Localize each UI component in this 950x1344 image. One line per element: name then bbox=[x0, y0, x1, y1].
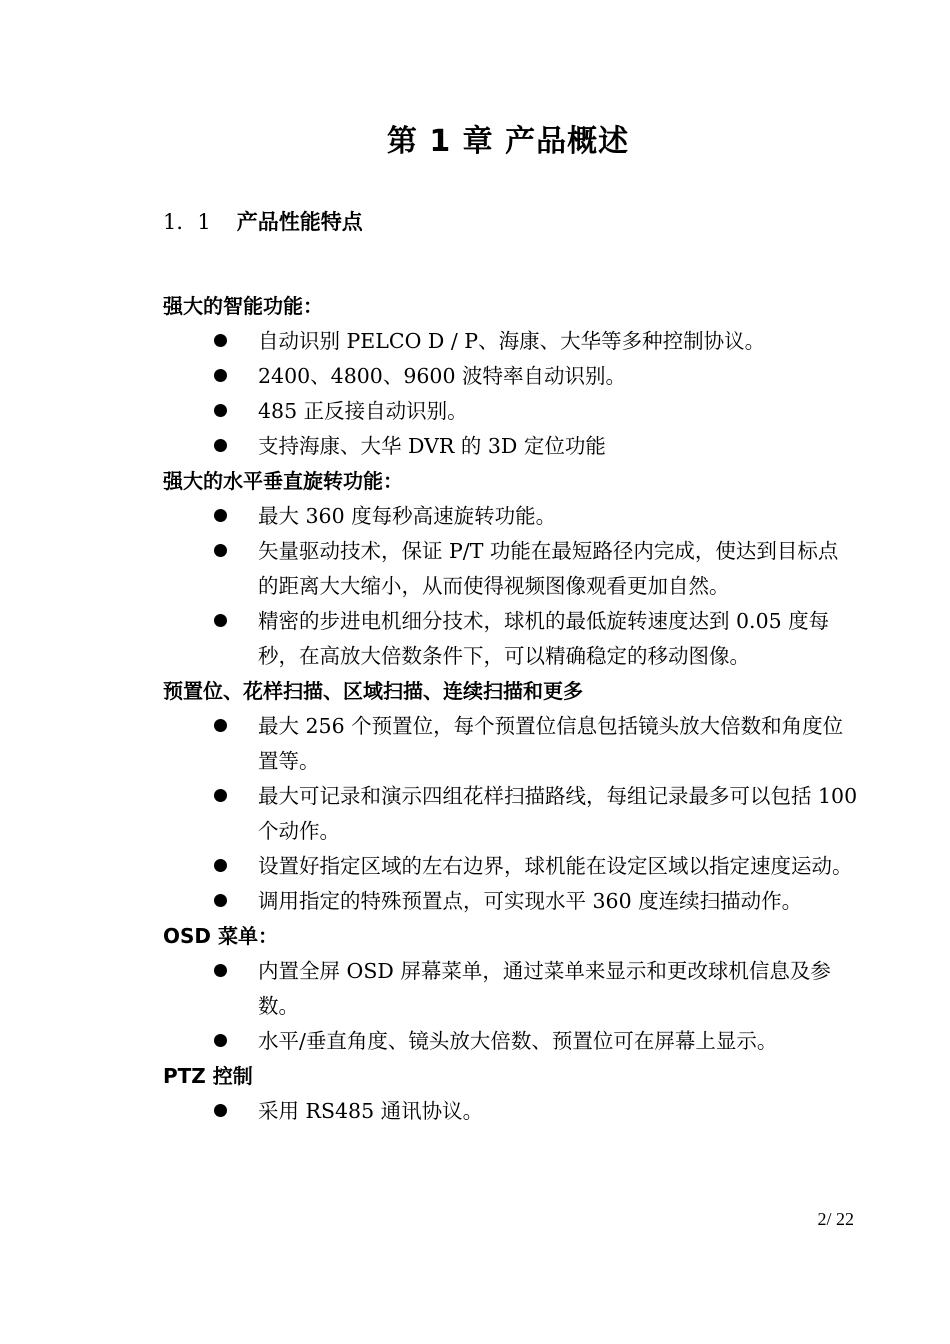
list-item bbox=[163, 394, 858, 429]
bullet-list bbox=[163, 709, 863, 919]
list-item-text: 设置好指定区域的左右边界，球机能在设定区域以指定速度运动。 bbox=[258, 854, 853, 878]
feature-group-presets-scans bbox=[163, 674, 863, 919]
chapter-title: 第 1 章 产品概述 bbox=[386, 124, 630, 159]
bullet-icon bbox=[214, 334, 227, 347]
group-heading: 强大的水平垂直旋转功能： bbox=[163, 469, 403, 493]
list-item-text: 精密的步进电机细分技术，球机的最低旋转速度达到 0.05 度每秒，在高放大倍数条件下，可以精确稳定的移动图像。 bbox=[258, 609, 830, 668]
feature-content bbox=[163, 289, 863, 1129]
feature-group-ptz-control bbox=[163, 1059, 863, 1129]
list-item-text: 水平/垂直角度、镜头放大倍数、预置位可在屏幕上显示。 bbox=[258, 1029, 778, 1053]
bullet-icon bbox=[214, 544, 227, 557]
list-item bbox=[163, 954, 858, 1024]
list-item-text: 内置全屏 OSD 屏幕菜单，通过菜单来显示和更改球机信息及参数。 bbox=[258, 959, 831, 1018]
list-item bbox=[163, 499, 858, 534]
group-heading: 强大的智能功能： bbox=[163, 294, 323, 318]
list-item bbox=[163, 604, 858, 674]
bullet-list bbox=[163, 499, 863, 674]
bullet-icon bbox=[214, 789, 227, 802]
group-heading: 预置位、花样扫描、区域扫描、连续扫描和更多 bbox=[163, 679, 583, 703]
list-item-text: 最大 256 个预置位，每个预置位信息包括镜头放大倍数和角度位置等。 bbox=[258, 714, 844, 773]
bullet-icon bbox=[214, 404, 227, 417]
bullet-icon bbox=[214, 369, 227, 382]
section-heading bbox=[163, 206, 363, 236]
list-item bbox=[163, 849, 858, 884]
bullet-icon bbox=[214, 614, 227, 627]
bullet-list bbox=[163, 1094, 863, 1129]
list-item-text: 自动识别 PELCO D / P、海康、大华等多种控制协议。 bbox=[258, 329, 766, 353]
list-item-text: 最大 360 度每秒高速旋转功能。 bbox=[258, 504, 557, 528]
bullet-icon bbox=[214, 439, 227, 452]
list-item-text: 采用 RS485 通讯协议。 bbox=[258, 1099, 484, 1123]
page-number: 2/ 22 bbox=[817, 1209, 854, 1229]
feature-group-rotation bbox=[163, 464, 863, 674]
bullet-icon bbox=[214, 964, 227, 977]
list-item bbox=[163, 534, 858, 604]
bullet-icon bbox=[214, 859, 227, 872]
bullet-list bbox=[163, 954, 863, 1059]
list-item bbox=[163, 1094, 858, 1129]
list-item bbox=[163, 709, 858, 779]
list-item bbox=[163, 779, 858, 849]
list-item-text: 485 正反接自动识别。 bbox=[258, 399, 468, 423]
bullet-icon bbox=[214, 509, 227, 522]
list-item-text: 最大可记录和演示四组花样扫描路线，每组记录最多可以包括 100 个动作。 bbox=[258, 784, 858, 843]
list-item-text: 矢量驱动技术，保证 P/T 功能在最短路径内完成，使达到目标点的距离大大缩小，从而使得视频图像观看更加自然。 bbox=[258, 539, 839, 598]
list-item bbox=[163, 324, 858, 359]
bullet-icon bbox=[214, 1104, 227, 1117]
section-number: 1．1 bbox=[163, 210, 211, 234]
list-item bbox=[163, 359, 858, 394]
section-title: 产品性能特点 bbox=[236, 210, 363, 234]
list-item bbox=[163, 1024, 858, 1059]
bullet-icon bbox=[214, 719, 227, 732]
list-item-text: 调用指定的特殊预置点，可实现水平 360 度连续扫描动作。 bbox=[258, 889, 803, 913]
list-item bbox=[163, 429, 858, 464]
bullet-icon bbox=[214, 894, 227, 907]
bullet-list bbox=[163, 324, 863, 464]
group-heading: PTZ 控制 bbox=[163, 1064, 253, 1088]
group-heading: OSD 菜单： bbox=[163, 924, 278, 948]
list-item bbox=[163, 884, 858, 919]
bullet-icon bbox=[214, 1034, 227, 1047]
list-item-text: 支持海康、大华 DVR 的 3D 定位功能 bbox=[258, 434, 606, 458]
feature-group-osd-menu bbox=[163, 919, 863, 1059]
feature-group-intelligent bbox=[163, 289, 863, 464]
list-item-text: 2400、4800、9600 波特率自动识别。 bbox=[258, 364, 627, 388]
